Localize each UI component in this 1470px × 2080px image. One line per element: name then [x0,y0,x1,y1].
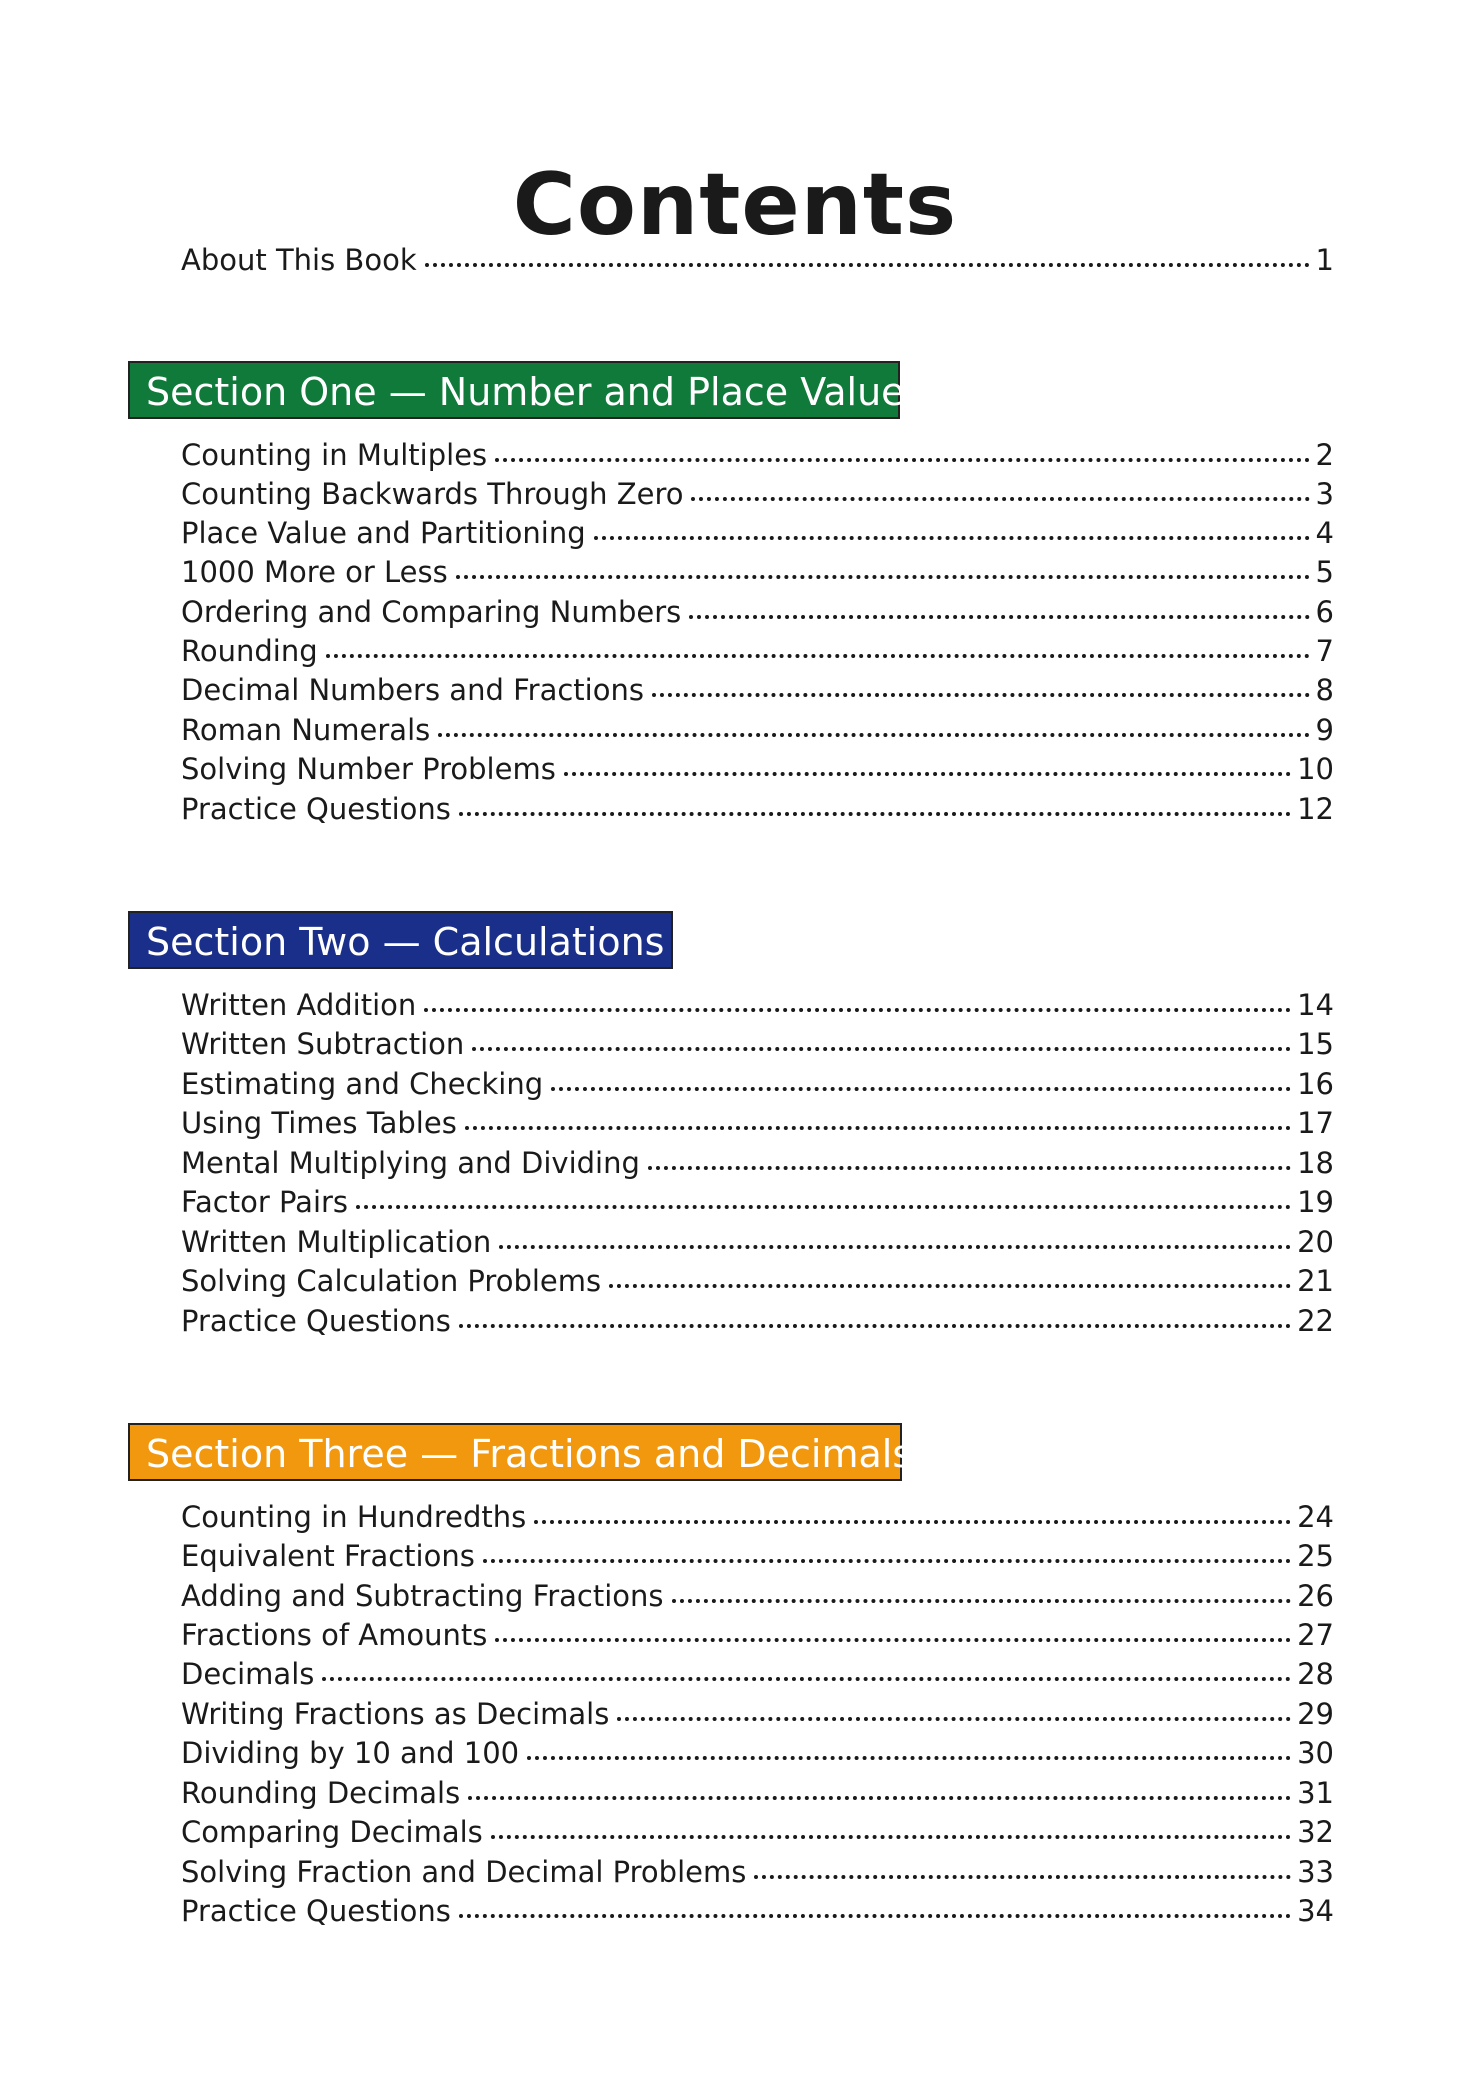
toc-entry-page: 19 [1297,1185,1334,1219]
toc-entry-page: 8 [1315,673,1334,707]
dot-leader [564,772,1291,776]
toc-entry-title: Written Addition [181,988,417,1022]
toc-entry-title: Ordering and Comparing Numbers [181,595,682,629]
toc-entry[interactable] [181,513,1334,553]
toc-entry-title: Estimating and Checking [181,1067,544,1101]
dot-leader [551,1087,1291,1091]
dot-leader [527,1756,1291,1760]
toc-entry-page: 25 [1297,1539,1334,1573]
toc-entry-title: About This Book [181,243,417,277]
toc-entry[interactable] [181,552,1334,592]
toc-entry-page: 31 [1297,1776,1334,1810]
toc-entry-title: 1000 More or Less [181,555,448,589]
toc-entry-page: 5 [1315,555,1334,589]
toc-entry-title: Counting in Hundredths [181,1500,527,1534]
section-three-heading: Section Three — Fractions and Decimals [128,1423,902,1481]
toc-entry-page: 6 [1315,595,1334,629]
toc-entry[interactable] [181,789,1334,829]
dot-leader [672,1599,1292,1603]
dot-leader [425,263,1310,267]
toc-entry[interactable] [181,240,1334,280]
toc-entry[interactable] [181,1733,1334,1773]
toc-entry-title: Counting Backwards Through Zero [181,477,684,511]
toc-entry-title: Comparing Decimals [181,1815,483,1849]
toc-entry-page: 30 [1297,1736,1334,1770]
dot-leader [652,693,1310,697]
toc-entry-title: Equivalent Fractions [181,1539,475,1573]
dot-leader [356,1205,1291,1209]
dot-leader [499,1245,1291,1249]
dot-leader [483,1559,1291,1563]
toc-entry-title: Adding and Subtracting Fractions [181,1579,664,1613]
toc-entry-page: 20 [1297,1225,1334,1259]
toc-entry-title: Practice Questions [181,792,451,826]
toc-entry[interactable] [181,1615,1334,1655]
toc-entry[interactable] [181,1576,1334,1616]
toc-entry-page: 4 [1315,516,1334,550]
toc-entry-page: 7 [1315,634,1334,668]
toc-entry-title: Roman Numerals [181,713,431,747]
dot-leader [472,1047,1291,1051]
toc-entry[interactable] [181,1143,1334,1183]
toc-entry[interactable] [181,985,1334,1025]
dot-leader [617,1717,1291,1721]
toc-entry-page: 3 [1315,477,1334,511]
toc-entry[interactable] [181,631,1334,671]
toc-entry[interactable] [181,1891,1334,1931]
toc-entry-page: 28 [1297,1657,1334,1691]
toc-entry-title: Place Value and Partitioning [181,516,586,550]
toc-entry[interactable] [181,1536,1334,1576]
toc-entry-page: 33 [1297,1855,1334,1889]
dot-leader [465,1126,1291,1130]
toc-entry-page: 2 [1315,438,1334,472]
toc-entry-page: 21 [1297,1264,1334,1298]
dot-leader [468,1796,1291,1800]
toc-entry[interactable] [181,1812,1334,1852]
section-one-heading: Section One — Number and Place Value [128,361,900,419]
toc-entry-page: 34 [1297,1894,1334,1928]
toc-entry-page: 16 [1297,1067,1334,1101]
toc-entry-title: Written Subtraction [181,1027,465,1061]
dot-leader [495,458,1309,462]
toc-entry-title: Using Times Tables [181,1106,457,1140]
dot-leader [322,1677,1291,1681]
toc-entry-title: Rounding Decimals [181,1776,461,1810]
toc-entry-page: 22 [1297,1304,1334,1338]
toc-entry[interactable] [181,1694,1334,1734]
toc-entry[interactable] [181,670,1334,710]
toc-entry-page: 1 [1315,243,1334,277]
toc-entry[interactable] [181,1497,1334,1537]
toc-entry-title: Practice Questions [181,1894,451,1928]
dot-leader [648,1166,1291,1170]
dot-leader [754,1875,1291,1879]
toc-entry[interactable] [181,1182,1334,1222]
dot-leader [326,654,1310,658]
toc-entry-title: Writing Fractions as Decimals [181,1697,610,1731]
toc-entry-page: 15 [1297,1027,1334,1061]
toc-entry-title: Practice Questions [181,1304,451,1338]
toc-entry-page: 12 [1297,792,1334,826]
toc-entry[interactable] [181,1222,1334,1262]
toc-entry[interactable] [181,474,1334,514]
toc-entry[interactable] [181,1301,1334,1341]
toc-entry-title: Counting in Multiples [181,438,488,472]
toc-entry-page: 26 [1297,1579,1334,1613]
dot-leader [456,575,1310,579]
toc-entry-title: Written Multiplication [181,1225,492,1259]
toc-entry-page: 9 [1315,713,1334,747]
toc-entry-page: 17 [1297,1106,1334,1140]
toc-entry[interactable] [181,1773,1334,1813]
toc-entry[interactable] [181,1654,1334,1694]
toc-entry-page: 14 [1297,988,1334,1022]
toc-entry-title: Decimals [181,1657,315,1691]
toc-entry-title: Factor Pairs [181,1185,349,1219]
dot-leader [495,1638,1291,1642]
toc-entry-title: Solving Number Problems [181,752,556,786]
page-title: Contents [512,154,958,255]
toc-entry[interactable] [181,592,1334,632]
dot-leader [459,1324,1291,1328]
toc-entry-title: Rounding [181,634,318,668]
toc-entry[interactable] [181,1064,1334,1104]
toc-entry-title: Solving Fraction and Decimal Problems [181,1855,747,1889]
toc-entry-page: 24 [1297,1500,1334,1534]
toc-entry-title: Decimal Numbers and Fractions [181,673,644,707]
toc-entry[interactable] [181,1261,1334,1301]
toc-entry-page: 29 [1297,1697,1334,1731]
toc-entry[interactable] [181,1852,1334,1892]
dot-leader [424,1008,1291,1012]
dot-leader [534,1520,1291,1524]
toc-entry[interactable] [181,435,1334,475]
section-two-heading: Section Two — Calculations [128,911,673,969]
toc-entry-title: Mental Multiplying and Dividing [181,1146,640,1180]
dot-leader [691,497,1309,501]
dot-leader [491,1835,1291,1839]
dot-leader [438,733,1309,737]
dot-leader [459,1914,1291,1918]
toc-entry-title: Fractions of Amounts [181,1618,488,1652]
dot-leader [459,812,1291,816]
toc-entry-title: Solving Calculation Problems [181,1264,602,1298]
toc-entry[interactable] [181,749,1334,789]
dot-leader [594,536,1310,540]
dot-leader [609,1284,1291,1288]
toc-entry-page: 32 [1297,1815,1334,1849]
toc-entry-page: 10 [1297,752,1334,786]
toc-entry[interactable] [181,1103,1334,1143]
toc-entry-page: 27 [1297,1618,1334,1652]
toc-entry-page: 18 [1297,1146,1334,1180]
toc-entry[interactable] [181,1024,1334,1064]
toc-entry-title: Dividing by 10 and 100 [181,1736,520,1770]
dot-leader [689,615,1309,619]
toc-entry[interactable] [181,710,1334,750]
